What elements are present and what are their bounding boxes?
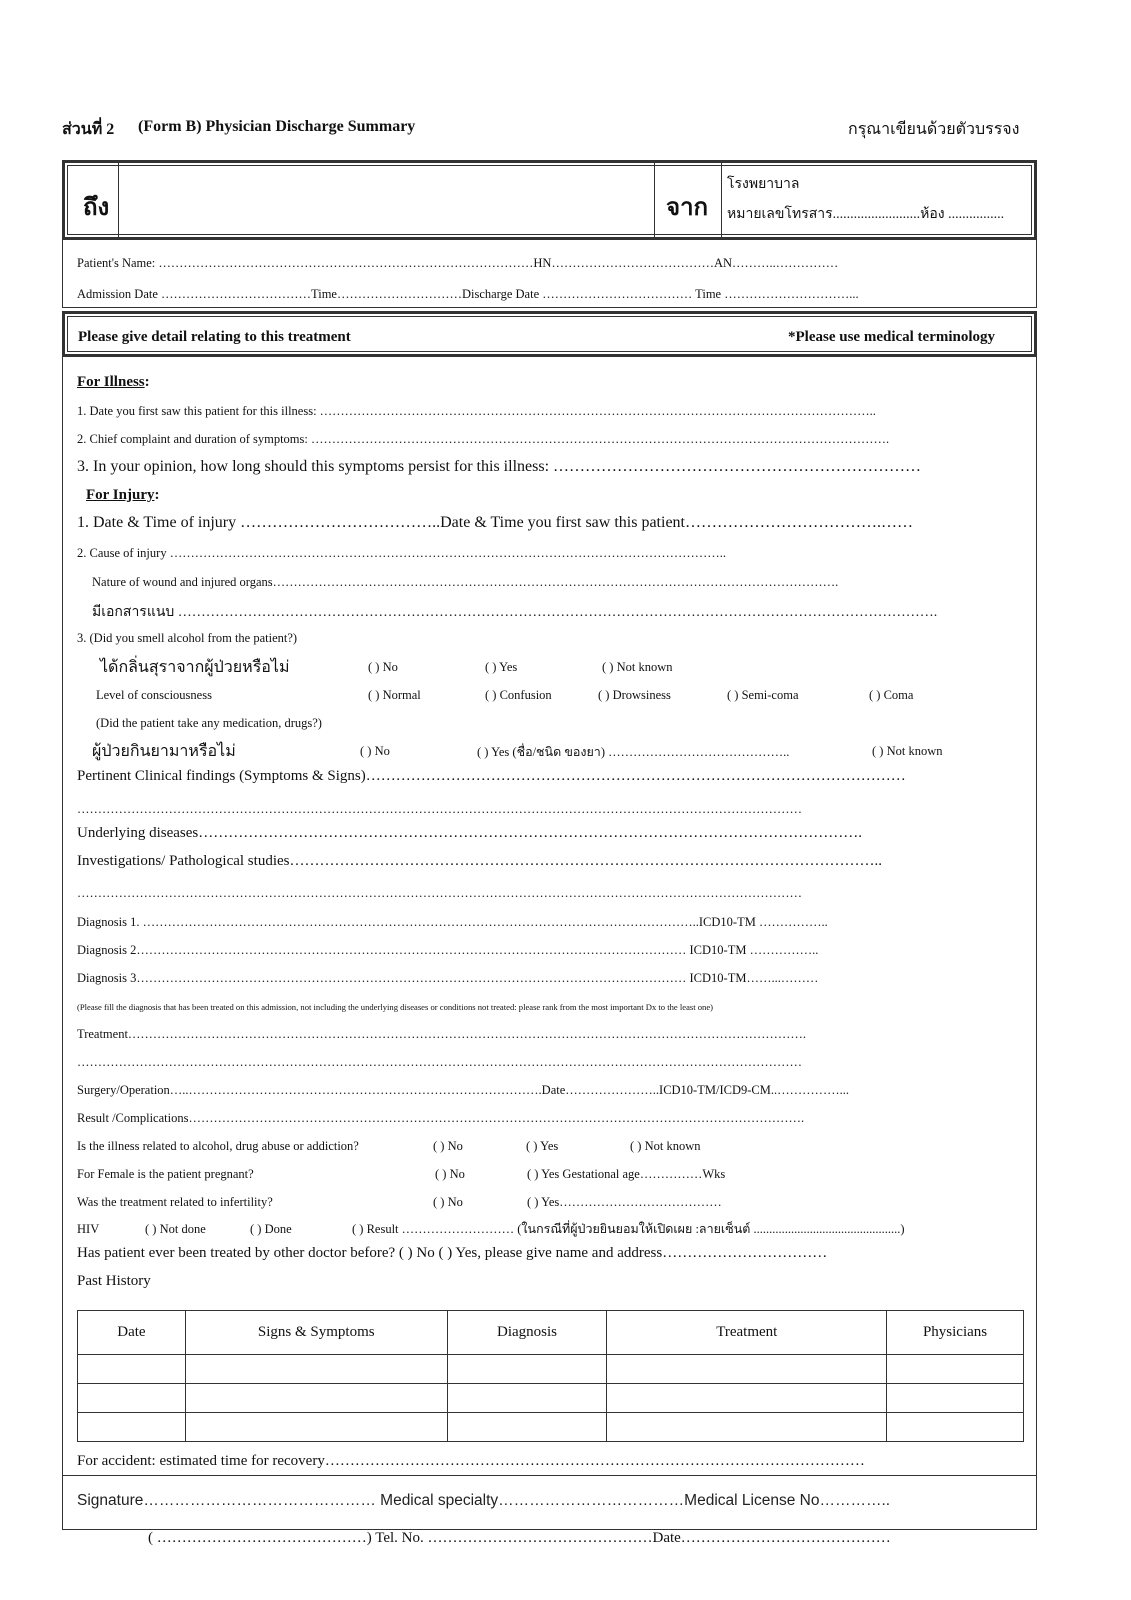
medication-th: ผู้ป่วยกินยามาหรือไม่ bbox=[92, 743, 236, 760]
injury-q3: 3. (Did you smell alcohol from the patient?) bbox=[77, 631, 298, 645]
consciousness-confusion[interactable]: ( ) Confusion bbox=[485, 688, 552, 702]
diagnosis-3[interactable]: Diagnosis 3…………………………………………………………………………………………………………………… ICD10-TM……...……… bbox=[77, 971, 819, 985]
table-cell[interactable] bbox=[887, 1355, 1024, 1384]
form-part-label: ส่วนที่ 2 bbox=[62, 121, 115, 138]
hospital-label: โรงพยาบาล bbox=[727, 177, 800, 192]
table-cell[interactable] bbox=[887, 1384, 1024, 1413]
other-doctor-question[interactable]: Has patient ever been treated by other doctor before? ( ) No ( ) Yes, please give name and address…………………………… bbox=[77, 1245, 828, 1261]
pregnant-question: For Female is the patient pregnant? bbox=[77, 1167, 254, 1181]
consciousness-drowsiness[interactable]: ( ) Drowsiness bbox=[598, 688, 671, 702]
past-history-table bbox=[77, 1310, 1024, 1442]
injury-heading: For Injury bbox=[86, 487, 155, 503]
infertility-question: Was the treatment related to infertility? bbox=[77, 1195, 273, 1209]
past-history-header-date: Date bbox=[78, 1311, 186, 1355]
consciousness-label: Level of consciousness bbox=[96, 688, 212, 702]
clinical-findings[interactable]: Pertinent Clinical findings (Symptoms & Signs)……………………………………………………………………………………………… bbox=[77, 768, 906, 784]
underlying-diseases[interactable]: Underlying diseases……………………………………………………………………………………………………………………. bbox=[77, 825, 862, 841]
illness-q1[interactable]: 1. Date you first saw this patient for this illness: …………………………………………………………………………………………………………………….. bbox=[77, 404, 876, 418]
table-cell[interactable] bbox=[78, 1384, 186, 1413]
illness-q3[interactable]: 3. In your opinion, how long should this symptoms persist for this illness: …………………………………………………………… bbox=[77, 458, 922, 475]
alcohol-related-yes[interactable]: ( ) Yes bbox=[526, 1139, 559, 1153]
injury-q2[interactable]: 2. Cause of injury …………………………………………………………………………………………………………………….. bbox=[77, 546, 726, 560]
hiv-done[interactable]: ( ) Done bbox=[250, 1222, 292, 1236]
investigations-cont[interactable]: ………………………………………………………………………………………………………………………………………………………… bbox=[77, 886, 802, 900]
table-cell[interactable] bbox=[607, 1355, 887, 1384]
treatment-line[interactable]: Treatment………………………………………………………………………………………………………………………………………………. bbox=[77, 1027, 807, 1041]
alcohol-related-no[interactable]: ( ) No bbox=[433, 1139, 463, 1153]
treatment-cont[interactable]: ………………………………………………………………………………………………………………………………………………………… bbox=[77, 1055, 802, 1069]
injury-nature[interactable]: Nature of wound and injured organs………………………………………………………………………………………………………………………. bbox=[92, 575, 839, 589]
past-history-header-treatment: Treatment bbox=[607, 1311, 887, 1355]
consciousness-coma[interactable]: ( ) Coma bbox=[869, 688, 914, 702]
medication-yes[interactable]: ( ) Yes (ชื่อ/ชนิด ของยา) …………………………………….. bbox=[477, 745, 790, 759]
diagnosis-2[interactable]: Diagnosis 2…………………………………………………………………………………………………………………… ICD10-TM …………….. bbox=[77, 943, 819, 957]
address-box bbox=[62, 160, 1037, 240]
from-label: จาก bbox=[666, 195, 709, 221]
table-cell[interactable] bbox=[185, 1355, 447, 1384]
result-complications[interactable]: Result /Complications…………………………………………………………………………………………………………………………………. bbox=[77, 1111, 805, 1125]
medication-question: (Did the patient take any medication, drugs?) bbox=[96, 716, 322, 730]
table-cell[interactable] bbox=[185, 1413, 447, 1442]
investigations[interactable]: Investigations/ Pathological studies……………………………………………………………………………………………………….. bbox=[77, 853, 882, 869]
table-cell[interactable] bbox=[78, 1355, 186, 1384]
detail-bar-right: *Please use medical terminology bbox=[788, 329, 996, 345]
alcohol-related-not-known[interactable]: ( ) Not known bbox=[630, 1139, 701, 1153]
illness-heading: For Illness bbox=[77, 374, 145, 390]
accident-recovery-line[interactable]: For accident: estimated time for recovery……………………………………………………………………………………………… bbox=[77, 1453, 865, 1469]
table-row bbox=[78, 1384, 1024, 1413]
past-history-header-signs: Signs & Symptoms bbox=[185, 1311, 447, 1355]
form-title: (Form B) Physician Discharge Summary bbox=[138, 118, 416, 135]
consciousness-normal[interactable]: ( ) Normal bbox=[368, 688, 421, 702]
table-row bbox=[78, 1355, 1024, 1384]
hiv-not-done[interactable]: ( ) Not done bbox=[145, 1222, 206, 1236]
to-field[interactable] bbox=[125, 171, 645, 229]
diagnosis-1[interactable]: Diagnosis 1. ……………………………………………………………………………………………………………………..ICD10-TM …………….. bbox=[77, 915, 828, 929]
admission-line[interactable]: Admission Date ………………………………Time…………………………Discharge Date ……………………………… Time …………………………... bbox=[77, 287, 859, 301]
alcohol-smell-yes[interactable]: ( ) Yes bbox=[485, 660, 518, 674]
hiv-result[interactable]: ( ) Result ……………………… (ในกรณีที่ผู้ป่วยยินยอมให้เปิดเผย :ลายเซ็นต์ ...............................................) bbox=[352, 1222, 905, 1236]
illness-heading-colon: : bbox=[144, 374, 150, 390]
table-row bbox=[78, 1413, 1024, 1442]
detail-bar bbox=[62, 311, 1037, 357]
table-cell[interactable] bbox=[447, 1355, 607, 1384]
table-cell[interactable] bbox=[447, 1413, 607, 1442]
table-cell[interactable] bbox=[607, 1413, 887, 1442]
infertility-no[interactable]: ( ) No bbox=[433, 1195, 463, 1209]
medication-no[interactable]: ( ) No bbox=[360, 744, 390, 758]
past-history-label: Past History bbox=[77, 1273, 151, 1289]
table-cell[interactable] bbox=[185, 1384, 447, 1413]
signature-name-tel-date[interactable]: ( ……………………………………) Tel. No. ………………………………………Date…………………………………… bbox=[148, 1530, 891, 1546]
alcohol-smell-th: ได้กลิ่นสุราจากผู้ป่วยหรือไม่ bbox=[100, 659, 290, 676]
past-history-header-diagnosis: Diagnosis bbox=[447, 1311, 607, 1355]
table-cell[interactable] bbox=[78, 1413, 186, 1442]
table-cell[interactable] bbox=[607, 1384, 887, 1413]
signature-divider bbox=[62, 1475, 1037, 1476]
alcohol-related-question: Is the illness related to alcohol, drug abuse or addiction? bbox=[77, 1139, 359, 1153]
past-history-header-physicians: Physicians bbox=[887, 1311, 1024, 1355]
table-cell[interactable] bbox=[887, 1413, 1024, 1442]
injury-attachment[interactable]: มีเอกสารแนบ ………………………………………………………………………………………………………………………………………………. bbox=[92, 605, 938, 620]
pregnant-no[interactable]: ( ) No bbox=[435, 1167, 465, 1181]
handwriting-note: กรุณาเขียนด้วยตัวบรรจง bbox=[848, 121, 1020, 138]
injury-heading-colon: : bbox=[154, 487, 160, 503]
pregnant-yes[interactable]: ( ) Yes Gestational age……………Wks bbox=[527, 1167, 726, 1181]
infertility-yes[interactable]: ( ) Yes………………………………… bbox=[527, 1195, 722, 1209]
surgery-line[interactable]: Surgery/Operation…..………………………………………………………………………….Date…………………..ICD10-TM/ICD9-CM..……………... bbox=[77, 1083, 849, 1097]
diagnosis-note: (Please fill the diagnosis that has been treated on this admission, not including the underlying diseases or conditions not treated: please rank from the most important Dx to the least one) bbox=[77, 1002, 714, 1012]
alcohol-smell-not-known[interactable]: ( ) Not known bbox=[602, 660, 673, 674]
signature-line[interactable]: Signature……………………………………… Medical specialty………………………………Medical License No………….. bbox=[77, 1492, 891, 1509]
detail-bar-left: Please give detail relating to this treatment bbox=[78, 329, 351, 345]
to-label: ถึง bbox=[83, 195, 110, 221]
patient-name-line[interactable]: Patient's Name: ………………………………………………………………………………HN…………………………………AN………..…………… bbox=[77, 256, 839, 270]
clinical-findings-cont[interactable]: ………………………………………………………………………………………………………………………………………………………… bbox=[77, 802, 802, 816]
fax-room-line[interactable]: หมายเลขโทรสาร.........................ห้อง ................ bbox=[727, 207, 1005, 222]
medication-not-known[interactable]: ( ) Not known bbox=[872, 744, 943, 758]
illness-q2[interactable]: 2. Chief complaint and duration of symptoms: …………………………………………………………………………………………………………………………. bbox=[77, 432, 890, 446]
hiv-label: HIV bbox=[77, 1222, 100, 1236]
table-cell[interactable] bbox=[447, 1384, 607, 1413]
alcohol-smell-no[interactable]: ( ) No bbox=[368, 660, 398, 674]
consciousness-semi-coma[interactable]: ( ) Semi-coma bbox=[727, 688, 799, 702]
injury-q1[interactable]: 1. Date & Time of injury ………………………………..Date & Time you first saw this patient……………………………….…… bbox=[77, 514, 913, 531]
